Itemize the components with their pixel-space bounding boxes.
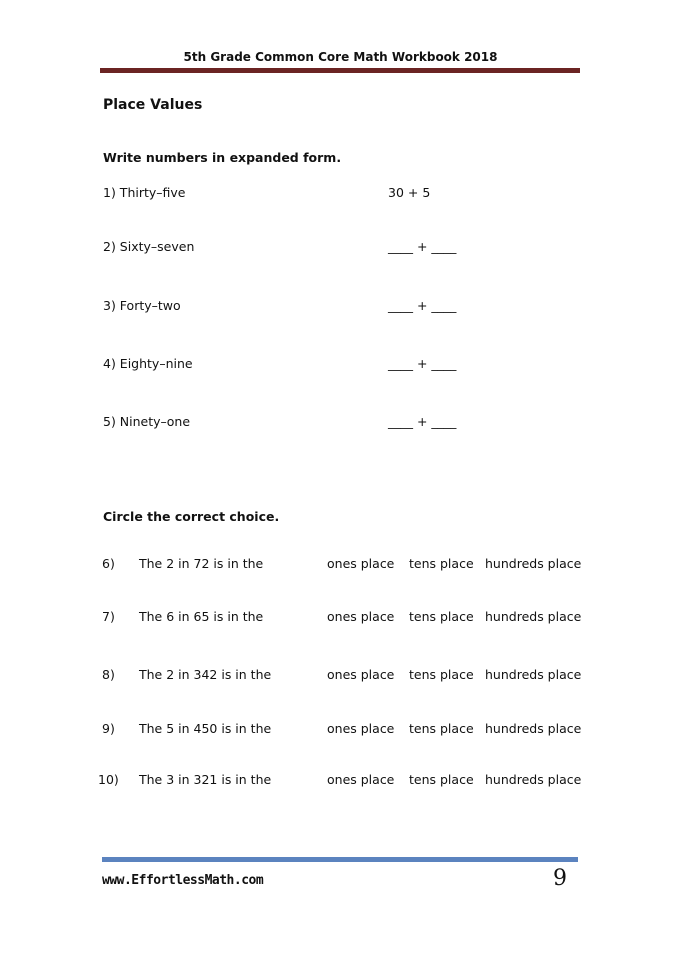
choice-number-8: 8) bbox=[102, 667, 115, 682]
expanded-form-instruction: Write numbers in expanded form. bbox=[103, 150, 342, 165]
expanded-answer-blank-2: ____ + ____ bbox=[388, 239, 457, 254]
header-divider bbox=[100, 68, 580, 73]
choice-question-6: The 2 in 72 is in the bbox=[139, 556, 264, 571]
option-tens-place-7[interactable]: tens place bbox=[409, 609, 474, 624]
footer-website: www.EffortlessMath.com bbox=[102, 873, 264, 888]
expanded-question-2: 2) Sixty–seven bbox=[103, 239, 195, 254]
option-tens-place-8[interactable]: tens place bbox=[409, 667, 474, 682]
option-hundreds-place-6[interactable]: hundreds place bbox=[485, 556, 582, 571]
option-ones-place-7[interactable]: ones place bbox=[327, 609, 395, 624]
option-ones-place-9[interactable]: ones place bbox=[327, 721, 395, 736]
choice-question-9: The 5 in 450 is in the bbox=[139, 721, 272, 736]
choice-question-8: The 2 in 342 is in the bbox=[139, 667, 272, 682]
section-title: Place Values bbox=[103, 97, 203, 113]
option-hundreds-place-8[interactable]: hundreds place bbox=[485, 667, 582, 682]
expanded-answer-1: 30 + 5 bbox=[388, 185, 431, 200]
expanded-answer-blank-4: ____ + ____ bbox=[388, 356, 457, 371]
expanded-answer-blank-5: ____ + ____ bbox=[388, 414, 457, 429]
option-ones-place-6[interactable]: ones place bbox=[327, 556, 395, 571]
circle-choice-instruction: Circle the correct choice. bbox=[103, 509, 280, 524]
option-tens-place-9[interactable]: tens place bbox=[409, 721, 474, 736]
option-hundreds-place-10[interactable]: hundreds place bbox=[485, 772, 582, 787]
option-ones-place-8[interactable]: ones place bbox=[327, 667, 395, 682]
choice-number-9: 9) bbox=[102, 721, 115, 736]
option-tens-place-6[interactable]: tens place bbox=[409, 556, 474, 571]
workbook-title: 5th Grade Common Core Math Workbook 2018 bbox=[183, 50, 498, 64]
option-hundreds-place-7[interactable]: hundreds place bbox=[485, 609, 582, 624]
expanded-question-3: 3) Forty–two bbox=[103, 298, 181, 313]
expanded-question-5: 5) Ninety–one bbox=[103, 414, 191, 429]
expanded-answer-blank-3: ____ + ____ bbox=[388, 298, 457, 313]
option-hundreds-place-9[interactable]: hundreds place bbox=[485, 721, 582, 736]
footer-divider bbox=[102, 857, 578, 862]
expanded-question-4: 4) Eighty–nine bbox=[103, 356, 193, 371]
choice-question-10: The 3 in 321 is in the bbox=[139, 772, 272, 787]
option-ones-place-10[interactable]: ones place bbox=[327, 772, 395, 787]
choice-number-6: 6) bbox=[102, 556, 115, 571]
page-number: 9 bbox=[553, 866, 567, 891]
choice-number-7: 7) bbox=[102, 609, 115, 624]
choice-number-10: 10) bbox=[98, 772, 119, 787]
option-tens-place-10[interactable]: tens place bbox=[409, 772, 474, 787]
expanded-question-1: 1) Thirty–five bbox=[103, 185, 186, 200]
choice-question-7: The 6 in 65 is in the bbox=[139, 609, 264, 624]
